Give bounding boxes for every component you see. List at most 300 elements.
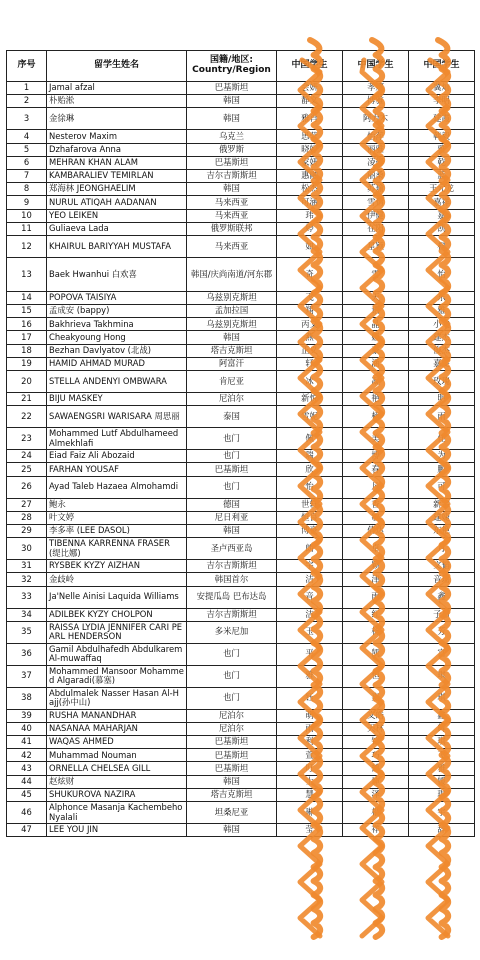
row-number: 12 xyxy=(7,235,47,257)
chinese-student-1-cell: 静文 xyxy=(277,95,343,108)
chinese-student-1-cell: 雨 xyxy=(277,722,343,735)
chinese-student-2-cell: 钧 xyxy=(343,736,409,749)
chinese-student-3-cell: 雅 xyxy=(409,762,475,775)
nationality-cell: 巴基斯坦 xyxy=(187,749,277,762)
chinese-student-3-cell: 嘉祥 xyxy=(409,196,475,209)
chinese-student-2-cell: 雨 xyxy=(343,586,409,608)
chinese-student-1-cell: 婷 xyxy=(277,222,343,235)
table-row xyxy=(7,788,475,801)
chinese-student-1-cell: 正义 xyxy=(277,344,343,357)
chinese-student-2-cell: 孝娜 xyxy=(343,82,409,95)
row-number: 13 xyxy=(7,257,47,291)
student-name-cell: BIJU MASKEY xyxy=(47,393,187,406)
student-name-cell: 朴贻淞 xyxy=(47,95,187,108)
chinese-student-1-cell: 莹 xyxy=(277,824,343,837)
chinese-student-3-cell: 辉 xyxy=(409,722,475,735)
row-number: 2 xyxy=(7,95,47,108)
chinese-student-1-cell: 惠融 xyxy=(277,169,343,182)
chinese-student-1-cell: 晓婷 xyxy=(277,143,343,156)
chinese-student-1-cell: 飞 xyxy=(277,291,343,304)
chinese-student-1-cell: 思莹 xyxy=(277,130,343,143)
chinese-student-1-cell: 燕 xyxy=(277,331,343,344)
student-name-cell: 鲍永 xyxy=(47,498,187,511)
chinese-student-3-cell: 雅 xyxy=(409,143,475,156)
chinese-student-3-cell: 雅 xyxy=(409,305,475,318)
row-number: 1 xyxy=(7,82,47,95)
chinese-student-3-cell: 凯 xyxy=(409,222,475,235)
chinese-student-3-cell: 宇 xyxy=(409,802,475,824)
table-row xyxy=(7,824,475,837)
student-name-cell: NURUL ATIQAH AADANAN xyxy=(47,196,187,209)
header-number: 序号 xyxy=(7,51,47,82)
row-number: 29 xyxy=(7,524,47,537)
row-number: 15 xyxy=(7,305,47,318)
chinese-student-2-cell: 晶 xyxy=(343,318,409,331)
chinese-student-1-cell: 玉 xyxy=(277,621,343,643)
chinese-student-3-cell: 东艳 xyxy=(409,524,475,537)
chinese-student-3-cell: 东 xyxy=(409,291,475,304)
row-number: 43 xyxy=(7,762,47,775)
table-row xyxy=(7,95,475,108)
table-row xyxy=(7,257,475,291)
student-name-cell: 孟成安 (bappy) xyxy=(47,305,187,318)
chinese-student-2-cell: 卓 xyxy=(343,538,409,560)
row-number: 20 xyxy=(7,371,47,393)
table-row xyxy=(7,156,475,169)
chinese-student-2-cell: 颖 xyxy=(343,560,409,573)
chinese-student-1-cell: 松杰 xyxy=(277,183,343,196)
chinese-student-1-cell: 怡 xyxy=(277,476,343,498)
chinese-student-2-cell: 语 xyxy=(343,305,409,318)
chinese-student-1-cell: 雪妮 xyxy=(277,406,343,428)
student-name-cell: STELLA ANDENYI OMBWARA xyxy=(47,371,187,393)
nationality-cell: 吉尔吉斯斯坦 xyxy=(187,169,277,182)
table-row xyxy=(7,357,475,370)
chinese-student-1-cell: 家妍 xyxy=(277,156,343,169)
chinese-student-3-cell: 飞 xyxy=(409,749,475,762)
chinese-student-2-cell: 杨 xyxy=(343,621,409,643)
row-number: 18 xyxy=(7,344,47,357)
nationality-cell: 阿富汗 xyxy=(187,357,277,370)
student-name-cell: ORNELLA CHELSEA GILL xyxy=(47,762,187,775)
chinese-student-3-cell: 怡 xyxy=(409,257,475,291)
chinese-student-3-cell: 富 xyxy=(409,643,475,665)
chinese-student-2-cell: 敏 xyxy=(343,511,409,524)
nationality-cell: 泰国 xyxy=(187,406,277,428)
row-number: 14 xyxy=(7,291,47,304)
chinese-student-2-cell: 恒 xyxy=(343,665,409,687)
nationality-cell: 也门 xyxy=(187,428,277,450)
student-name-cell: Abdulmalek Nasser Hasan Al-Hajj(孙中山) xyxy=(47,687,187,709)
student-name-cell: Ja'Nelle Ainisi Laquida Williams xyxy=(47,586,187,608)
chinese-student-2-cell: 凌辉 xyxy=(343,156,409,169)
chinese-student-2-cell: 雪倩 xyxy=(343,196,409,209)
table-row xyxy=(7,82,475,95)
nationality-cell: 巴基斯坦 xyxy=(187,736,277,749)
nationality-cell: 肯尼亚 xyxy=(187,371,277,393)
chinese-student-3-cell: 新宇 xyxy=(409,498,475,511)
student-name-cell: FARHAN YOUSAF xyxy=(47,463,187,476)
nationality-cell: 韩国/庆尚南道/河东郡 xyxy=(187,257,277,291)
nationality-cell: 韩国 xyxy=(187,183,277,196)
row-number: 38 xyxy=(7,687,47,709)
row-number: 27 xyxy=(7,498,47,511)
table-row xyxy=(7,665,475,687)
student-name-cell: Bakhrieva Takhmina xyxy=(47,318,187,331)
chinese-student-1-cell: 雅肖 xyxy=(277,108,343,130)
student-name-cell: WAQAS AHMED xyxy=(47,736,187,749)
chinese-student-3-cell: 子昂 xyxy=(409,608,475,621)
chinese-student-1-cell: 如 xyxy=(277,235,343,257)
nationality-cell: 马来西亚 xyxy=(187,235,277,257)
row-number: 28 xyxy=(7,511,47,524)
student-name-cell: TIBENNA KARRENNA FRASER (缇比娜) xyxy=(47,538,187,560)
row-number: 46 xyxy=(7,802,47,824)
chinese-student-3-cell: 辞 xyxy=(409,824,475,837)
student-name-cell: HAMID AHMAD MURAD xyxy=(47,357,187,370)
chinese-student-3-cell: 玫瑰 xyxy=(409,371,475,393)
table-row xyxy=(7,450,475,463)
chinese-student-3-cell: 佳 xyxy=(409,428,475,450)
chinese-student-2-cell: 天 xyxy=(343,291,409,304)
chinese-student-3-cell: 鹏 xyxy=(409,463,475,476)
chinese-student-1-cell: 冰 xyxy=(277,371,343,393)
nationality-cell: 马来西亚 xyxy=(187,196,277,209)
table-row xyxy=(7,108,475,130)
student-name-cell: Mohammed Mansoor Mohammed Algaradi(慕塞) xyxy=(47,665,187,687)
chinese-student-1-cell: 朗 xyxy=(277,538,343,560)
row-number: 42 xyxy=(7,749,47,762)
nationality-cell: 吉尔吉斯斯坦 xyxy=(187,560,277,573)
table-row xyxy=(7,621,475,643)
row-number: 5 xyxy=(7,143,47,156)
chinese-student-1-cell: 萱 xyxy=(277,749,343,762)
chinese-student-2-cell: 雪 xyxy=(343,257,409,291)
table-row xyxy=(7,476,475,498)
chinese-student-2-cell: 星颖 xyxy=(343,235,409,257)
table-row xyxy=(7,538,475,560)
chinese-student-3-cell: 文韬 xyxy=(409,560,475,573)
table-row xyxy=(7,524,475,537)
chinese-student-1-cell: 音 xyxy=(277,586,343,608)
chinese-student-1-cell: 洁 xyxy=(277,608,343,621)
nationality-cell: 巴基斯坦 xyxy=(187,156,277,169)
table-row xyxy=(7,130,475,143)
table-row xyxy=(7,736,475,749)
student-name-cell: 金徐琳 xyxy=(47,108,187,130)
table-row xyxy=(7,643,475,665)
nationality-cell: 安提瓜岛 巴布达岛 xyxy=(187,586,277,608)
nationality-cell: 韩国 xyxy=(187,775,277,788)
table-row xyxy=(7,511,475,524)
table-row xyxy=(7,331,475,344)
nationality-cell: 尼泊尔 xyxy=(187,709,277,722)
chinese-student-3-cell: 王元龙 xyxy=(409,183,475,196)
chinese-student-2-cell: 怡萍 xyxy=(343,130,409,143)
chinese-student-3-cell: 建杰 xyxy=(409,331,475,344)
chinese-student-3-cell: 冀灿 xyxy=(409,82,475,95)
student-name-cell: Cheakyoung Hong xyxy=(47,331,187,344)
nationality-cell: 乌兹别克斯坦 xyxy=(187,318,277,331)
chinese-student-3-cell: 月 xyxy=(409,538,475,560)
chinese-student-3-cell: 建霞 xyxy=(409,108,475,130)
chinese-student-2-cell: 凝 xyxy=(343,371,409,393)
chinese-student-3-cell: 明 xyxy=(409,393,475,406)
chinese-student-2-cell: 楠 xyxy=(343,406,409,428)
row-number: 8 xyxy=(7,183,47,196)
nationality-cell: 也门 xyxy=(187,643,277,665)
row-number: 11 xyxy=(7,222,47,235)
nationality-cell: 塔吉克斯坦 xyxy=(187,788,277,801)
nationality-cell: 马来西亚 xyxy=(187,209,277,222)
chinese-student-1-cell: 雅 xyxy=(277,665,343,687)
nationality-cell: 圣卢西亚岛 xyxy=(187,538,277,560)
chinese-student-1-cell: 士 xyxy=(277,775,343,788)
chinese-student-2-cell: 在阳 xyxy=(343,222,409,235)
table-row xyxy=(7,291,475,304)
chinese-student-2-cell: 阿力木 xyxy=(343,108,409,130)
row-number: 33 xyxy=(7,586,47,608)
table-row xyxy=(7,169,475,182)
row-number: 10 xyxy=(7,209,47,222)
table-row xyxy=(7,406,475,428)
table-row xyxy=(7,371,475,393)
chinese-student-1-cell: 欣 xyxy=(277,463,343,476)
chinese-student-1-cell: 可涵 xyxy=(277,196,343,209)
student-name-cell: 郑海林 JEONGHAELIM xyxy=(47,183,187,196)
chinese-student-1-cell: 轩 xyxy=(277,357,343,370)
chinese-student-2-cell: 巧 xyxy=(343,749,409,762)
nationality-cell: 巴基斯坦 xyxy=(187,762,277,775)
student-name-cell: Ayad Taleb Hazaea Almohamdi xyxy=(47,476,187,498)
chinese-student-3-cell: 媛 xyxy=(409,775,475,788)
table-row xyxy=(7,235,475,257)
chinese-student-2-cell: 嘉 xyxy=(343,687,409,709)
student-name-cell: Guliaeva Lada xyxy=(47,222,187,235)
student-name-cell: SHUKUROVA NAZIRA xyxy=(47,788,187,801)
table-row xyxy=(7,209,475,222)
chinese-student-2-cell: 天林 xyxy=(343,722,409,735)
chinese-student-2-cell: 泽 xyxy=(343,788,409,801)
row-number: 37 xyxy=(7,665,47,687)
student-name-cell: LEE YOU JIN xyxy=(47,824,187,837)
row-number: 4 xyxy=(7,130,47,143)
table-row xyxy=(7,749,475,762)
row-number: 44 xyxy=(7,775,47,788)
chinese-student-1-cell: 慧 xyxy=(277,788,343,801)
chinese-student-2-cell: 美 xyxy=(343,428,409,450)
chinese-student-3-cell: 为 xyxy=(409,450,475,463)
chinese-student-2-cell: 艳 xyxy=(343,393,409,406)
row-number: 23 xyxy=(7,428,47,450)
chinese-student-2-cell: 丽雅 xyxy=(343,143,409,156)
student-name-cell: Alphonce Masanja Kachembeho Nyalali xyxy=(47,802,187,824)
student-name-cell: MEHRAN KHAN ALAM xyxy=(47,156,187,169)
nationality-cell: 尼泊尔 xyxy=(187,393,277,406)
chinese-student-1-cell: 利 xyxy=(277,736,343,749)
student-name-cell: Gamil Abdulhafedh Abdulkarem Al-muwaffaq xyxy=(47,643,187,665)
student-name-cell: SAWAENGSRI WARISARA 周思丽 xyxy=(47,406,187,428)
chinese-student-3-cell: 蓝 xyxy=(409,169,475,182)
student-name-cell: 金歧岭 xyxy=(47,573,187,586)
row-number: 3 xyxy=(7,108,47,130)
chinese-student-1-cell: 洁 xyxy=(277,573,343,586)
table-row xyxy=(7,183,475,196)
header-nationality: 国籍/地区: Country/Region xyxy=(187,51,277,82)
student-name-cell: Dzhafarova Anna xyxy=(47,143,187,156)
table-row xyxy=(7,802,475,824)
chinese-student-2-cell: 鹤 xyxy=(343,762,409,775)
chinese-student-1-cell: 玮 xyxy=(277,209,343,222)
header-chinese-student-1: 中国学生 xyxy=(277,51,343,82)
nationality-cell: 巴基斯坦 xyxy=(187,463,277,476)
student-name-cell: Mohammed Lutf Abdulhameed Almekhlafi xyxy=(47,428,187,450)
chinese-student-2-cell: 文皓 xyxy=(343,709,409,722)
row-number: 41 xyxy=(7,736,47,749)
student-name-cell: KAMBARALIEV TEMIRLAN xyxy=(47,169,187,182)
chinese-student-2-cell: 香 xyxy=(343,498,409,511)
nationality-cell: 韩国 xyxy=(187,108,277,130)
row-number: 16 xyxy=(7,318,47,331)
row-number: 7 xyxy=(7,169,47,182)
table-row xyxy=(7,709,475,722)
chinese-student-1-cell: 琳 xyxy=(277,802,343,824)
chinese-student-1-cell: 翔 xyxy=(277,305,343,318)
row-number: 35 xyxy=(7,621,47,643)
table-row xyxy=(7,428,475,450)
student-name-cell: POPOVA TAISIYA xyxy=(47,291,187,304)
chinese-student-3-cell: 琪 xyxy=(409,788,475,801)
chinese-student-2-cell: 豪 xyxy=(343,344,409,357)
table-row xyxy=(7,498,475,511)
table-row xyxy=(7,344,475,357)
row-number: 17 xyxy=(7,331,47,344)
row-number: 32 xyxy=(7,573,47,586)
chinese-student-3-cell: 小飞 xyxy=(409,318,475,331)
row-number: 19 xyxy=(7,357,47,370)
chinese-student-3-cell: 乾 xyxy=(409,156,475,169)
header-student-name: 留学生姓名 xyxy=(47,51,187,82)
student-pairing-table-sheet xyxy=(6,50,474,837)
nationality-cell: 也门 xyxy=(187,665,277,687)
chinese-student-3-cell: 琪 xyxy=(409,687,475,709)
chinese-student-3-cell: 芳 xyxy=(409,621,475,643)
chinese-student-3-cell: 韩毅 xyxy=(409,130,475,143)
chinese-student-1-cell: 恒良 xyxy=(277,511,343,524)
chinese-student-1-cell: 萌 xyxy=(277,709,343,722)
nationality-cell: 孟加拉国 xyxy=(187,305,277,318)
row-number: 31 xyxy=(7,560,47,573)
table-row xyxy=(7,305,475,318)
nationality-cell: 俄罗斯 xyxy=(187,143,277,156)
chinese-student-3-cell: 琪 xyxy=(409,665,475,687)
student-name-cell: Muhammad Nouman xyxy=(47,749,187,762)
row-number: 25 xyxy=(7,463,47,476)
header-chinese-student-3: 中国学生 xyxy=(409,51,475,82)
chinese-student-1-cell: 新悦 xyxy=(277,393,343,406)
table-row xyxy=(7,687,475,709)
table-row xyxy=(7,196,475,209)
chinese-student-3-cell: 鑫 xyxy=(409,586,475,608)
nationality-cell: 德国 xyxy=(187,498,277,511)
student-name-cell: NASANAA MAHARJAN xyxy=(47,722,187,735)
table-row xyxy=(7,722,475,735)
nationality-cell: 韩国 xyxy=(187,824,277,837)
chinese-student-2-cell: 津 xyxy=(343,573,409,586)
chinese-student-2-cell: 倩达 xyxy=(343,524,409,537)
nationality-cell: 俄罗斯联邦 xyxy=(187,222,277,235)
student-name-cell: Bezhan Davlyatov (北战) xyxy=(47,344,187,357)
chinese-student-2-cell: 凯 xyxy=(343,643,409,665)
nationality-cell: 多米尼加 xyxy=(187,621,277,643)
row-number: 30 xyxy=(7,538,47,560)
nationality-cell: 乌兹别克斯坦 xyxy=(187,291,277,304)
table-row xyxy=(7,393,475,406)
row-number: 9 xyxy=(7,196,47,209)
chinese-student-1-cell: 平 xyxy=(277,643,343,665)
student-name-cell: YEO LEIKEN xyxy=(47,209,187,222)
row-number: 47 xyxy=(7,824,47,837)
nationality-cell: 尼泊尔 xyxy=(187,722,277,735)
student-name-cell: RAISSA LYDIA JENNIFER CARI PEARL HENDERSON xyxy=(47,621,187,643)
student-name-cell: KHAIRUL BARIYYAH MUSTAFA xyxy=(47,235,187,257)
chinese-student-1-cell: 钰 xyxy=(277,687,343,709)
table-row xyxy=(7,222,475,235)
table-row xyxy=(7,560,475,573)
chinese-student-3-cell: 可 xyxy=(409,476,475,498)
student-name-cell: Eiad Faiz Ali Abozaid xyxy=(47,450,187,463)
chinese-student-2-cell: 涵 xyxy=(343,357,409,370)
row-number: 26 xyxy=(7,476,47,498)
row-number: 40 xyxy=(7,722,47,735)
table-row xyxy=(7,608,475,621)
nationality-cell: 坦桑尼亚 xyxy=(187,802,277,824)
table-row xyxy=(7,463,475,476)
nationality-cell: 也门 xyxy=(187,687,277,709)
student-name-cell: 李多率 (LEE DASOL) xyxy=(47,524,187,537)
nationality-cell: 也门 xyxy=(187,476,277,498)
chinese-student-3-cell: 琪 xyxy=(409,736,475,749)
chinese-student-2-cell: 伊健 xyxy=(343,209,409,222)
chinese-student-2-cell: 春 xyxy=(343,463,409,476)
row-number: 6 xyxy=(7,156,47,169)
student-pairing-table xyxy=(6,50,475,837)
nationality-cell: 尼日利亚 xyxy=(187,511,277,524)
nationality-cell: 韩国 xyxy=(187,524,277,537)
student-name-cell: Nesterov Maxim xyxy=(47,130,187,143)
student-name-cell: 叶文婷 xyxy=(47,511,187,524)
chinese-student-2-cell: 媛 xyxy=(343,331,409,344)
student-name-cell: 赵炫财 xyxy=(47,775,187,788)
nationality-cell: 吉尔吉斯斯坦 xyxy=(187,608,277,621)
chinese-student-1-cell: 佩 xyxy=(277,428,343,450)
chinese-student-1-cell: 丙文 xyxy=(277,318,343,331)
row-number: 22 xyxy=(7,406,47,428)
chinese-student-1-cell: 瑞 xyxy=(277,450,343,463)
nationality-cell: 韩国 xyxy=(187,95,277,108)
table-header-row xyxy=(7,51,475,82)
chinese-student-1-cell: 叮 xyxy=(277,762,343,775)
chinese-student-3-cell: 嘉 xyxy=(409,209,475,222)
chinese-student-3-cell: 嘉雯 xyxy=(409,357,475,370)
row-number: 45 xyxy=(7,788,47,801)
chinese-student-3-cell: 桐 xyxy=(409,235,475,257)
chinese-student-2-cell: 苏瑜 xyxy=(343,183,409,196)
row-number: 34 xyxy=(7,608,47,621)
row-number: 24 xyxy=(7,450,47,463)
row-number: 36 xyxy=(7,643,47,665)
table-row xyxy=(7,573,475,586)
